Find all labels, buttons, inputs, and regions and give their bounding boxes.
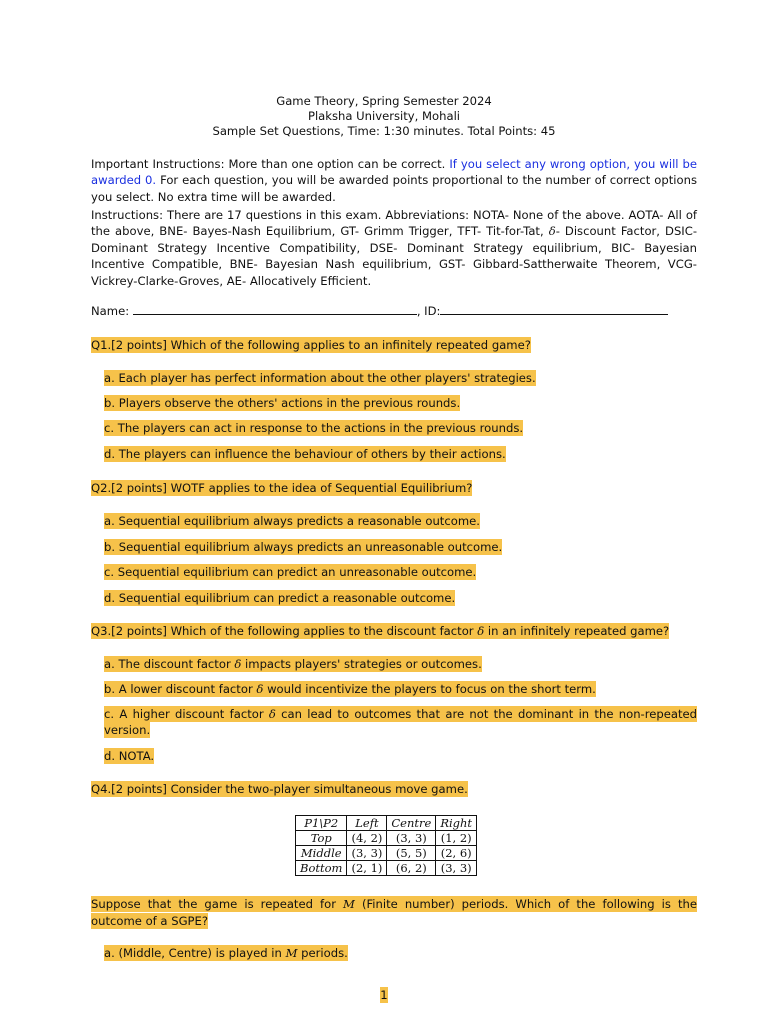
q2-option-a[interactable]: a. Sequential equilibrium always predicts a reasonable outcome. [104,514,480,528]
name-label: Name: [91,304,130,318]
delta-symbol: δ [234,657,242,671]
table-row [296,831,477,846]
header-university: Plaksha University, Mohali [307,109,461,123]
question-4: Q4.[2 points] Consider the two-player simultaneous move game. [91,782,468,796]
q3-option-d[interactable]: d. NOTA. [104,749,155,763]
m-symbol: M [343,897,355,911]
header-details: Sample Set Questions, Time: 1:30 minutes. Total Points: 45 [212,124,556,138]
table-col-header: Left [347,816,387,831]
payoff-matrix [295,815,477,876]
id-label: , ID: [416,304,441,318]
question-2: Q2.[2 points] WOTF applies to the idea of Sequential Equilibrium? [91,481,473,495]
id-blank[interactable] [440,302,668,315]
q2-option-c[interactable]: c. Sequential equilibrium can predict an unreasonable outcome. [104,565,477,579]
delta-symbol: δ [256,682,264,696]
page-number: 1 [380,988,388,1002]
table-row [296,816,477,831]
important-warning: If you select any wrong option, you will be awarded 0. [91,157,697,188]
instructions-text-1: Instructions: There are 17 questions in this exam. Abbreviations: NOTA- None of the above. AOTA- All of the above, BNE- Bayes-Nash Equilibrium, GT- Grimm Trigger, TFT- Tit-for-Tat, [91,208,697,239]
q1-option-a[interactable]: a. Each player has perfect information about the other players' strategies. [104,371,536,385]
q3-option-b[interactable]: b. A lower discount factor δ would incentivize the players to focus on the short term. [104,682,596,696]
table-row-header: Bottom [296,861,347,876]
table-cell: (5, 5) [387,846,436,861]
important-text-2: For each question, you will be awarded points proportional to the number of correct options you select. No extra time will be awarded. [91,173,697,204]
m-symbol: M [285,946,298,960]
table-cell: (2, 6) [436,846,477,861]
table-cell: (1, 2) [436,831,477,846]
name-id-line [91,302,697,319]
q3-option-c[interactable]: c. A higher discount factor δ can lead to outcomes that are not the dominant in the non-repeated version. [104,707,698,737]
delta-symbol: δ [548,224,556,239]
q1-option-d[interactable]: d. The players can influence the behaviour of others by their actions. [104,447,506,461]
delta-symbol: δ [477,624,485,638]
table-cell: (3, 3) [387,831,436,846]
table-cell: (6, 2) [387,861,436,876]
question-1: Q1.[2 points] Which of the following applies to an infinitely repeated game? [91,338,531,352]
header-title: Game Theory, Spring Semester 2024 [276,94,492,108]
important-instructions [91,156,697,205]
question-4-followup: Suppose that the game is repeated for M (Finite number) periods. Which of the following is the outcome of a SGPE? [91,897,698,928]
q1-option-c[interactable]: c. The players can act in response to the actions in the previous rounds. [104,421,524,435]
table-corner: P1\P2 [296,816,347,831]
table-row [296,861,477,876]
table-cell: (3, 3) [347,846,387,861]
table-row [296,846,477,861]
important-text-1: Important Instructions: More than one option can be correct. [91,157,450,171]
table-col-header: Centre [387,816,436,831]
q2-option-b[interactable]: b. Sequential equilibrium always predicts an unreasonable outcome. [104,540,503,554]
table-col-header: Right [436,816,477,831]
q2-option-d[interactable]: d. Sequential equilibrium can predict a reasonable outcome. [104,591,456,605]
q1-option-b[interactable]: b. Players observe the others' actions in the previous rounds. [104,396,461,410]
q3-option-a[interactable]: a. The discount factor δ impacts players' strategies or outcomes. [104,657,482,671]
table-cell: (2, 1) [347,861,387,876]
table-row-header: Middle [296,846,347,861]
table-cell: (3, 3) [436,861,477,876]
delta-symbol: δ [268,707,276,721]
question-3: Q3.[2 points] Which of the following applies to the discount factor δ in an infinitely repeated game? [91,624,670,638]
instructions-abbreviations [91,207,697,289]
instructions-text-2: - Discount Factor, DSIC-Dominant Strategy Incentive Compatibility, DSE- Dominant Strategy equilibrium, BIC- Bayesian Incentive Compatible, BNE- Bayesian Nash equilibrium, GST- Gibbard-Sattherwaite Theorem, VCG- Vickrey-Clarke-Groves, AE- Allocatively Efficient. [91,224,698,288]
name-blank[interactable] [133,302,417,315]
table-cell: (4, 2) [347,831,387,846]
table-row-header: Top [296,831,347,846]
q4-option-a[interactable]: a. (Middle, Centre) is played in M periods. [104,946,348,960]
